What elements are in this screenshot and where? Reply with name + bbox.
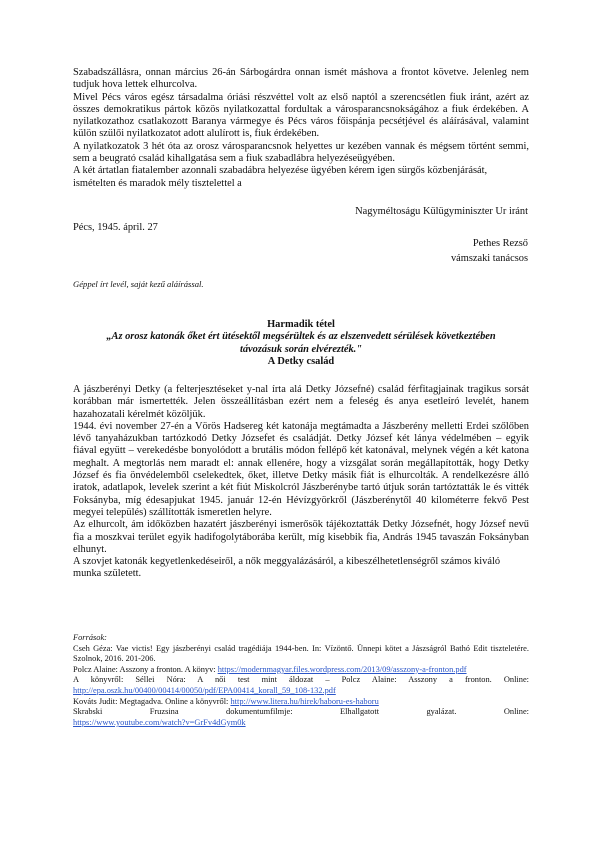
- source-item: Cseh Géza: Vae victis! Egy jászberényi család tragédiája 1944-ben. In: Vízöntő. Ünnepi kötet a Jászságról Bathó Edit tiszteletére. Szolnok, 2016. 201-206.: [73, 643, 529, 664]
- signer-title: vámszaki tanácsos: [450, 253, 528, 264]
- letter-paragraph: Mivel Pécs város egész társadalma óriási részvéttel volt az első naptól a szerencsétlen fiuk iránt, azért az összes demokratikus pártok közös nyilatkozattal fordultak a városparancsnokságához a fiuk érdekében. A nyilatkozathoz csatlakozott Baranya vármegye és Pécs város főispánja pecsétjével és aláírásával, valamint külön szülői nyilatkozatot adott alulírott is, fiuk érdekében.: [73, 91, 529, 140]
- section-subheading: A Detky család: [267, 355, 335, 367]
- source-link[interactable]: https://www.youtube.com/watch?v=GrFv4dGym0k: [73, 717, 246, 727]
- letter-addressee: Nagyméltoságu Külügyminiszter Ur iránt: [355, 206, 528, 217]
- source-word: Elhallgatott: [339, 707, 380, 717]
- signer-name: Pethes Rezső: [472, 238, 528, 249]
- source-text: A könyvről: Séllei Nóra: A női test mint áldozat – Polcz Alaine: Asszony a fronton. Online:: [73, 675, 529, 685]
- letter-body: [73, 67, 529, 190]
- section-body: [73, 384, 529, 581]
- letter-note: Géppel írt levél, saját kezű aláírással.: [73, 279, 204, 289]
- source-item: [73, 665, 529, 676]
- source-word: Online:: [503, 707, 529, 717]
- letter-place-date: Pécs, 1945. ápril. 27: [73, 222, 158, 233]
- source-item: [73, 675, 529, 696]
- source-link[interactable]: http://www.litera.hu/hirek/haboru-es-haboru: [230, 696, 379, 706]
- source-link[interactable]: http://epa.oszk.hu/00400/00414/00050/pdf/EPA00414_korall_59_108-132.pdf: [73, 685, 336, 695]
- section-quote-line: „Az orosz katonák őket ért ütésektől megsérültek és az elszenvedett sérülések következtében: [106, 331, 496, 343]
- letter-paragraph: A két ártatlan fiatalember azonnali szabadábra helyezése ügyében kérem igen sürgős közbenjárását, ismételten és maradok mély tisztelettel a: [73, 165, 488, 189]
- source-text: Polcz Alaine: Asszony a fronton. A könyv:: [73, 664, 218, 674]
- section-quote-line: távozásuk során elvérezték.": [239, 343, 363, 355]
- section-title-block: [73, 319, 529, 368]
- sources-list: [73, 633, 529, 728]
- source-text: Kováts Judit: Megtagadva. Online a könyvről:: [73, 696, 231, 706]
- section-paragraph: A jászberényi Detky (a felterjesztéseket y-nal írta alá Detky Józsefné) család férfitagjainak tragikus sorsát korábban már ismertették. Jelen összeállításban ezért nem a feleség és anya esetleíró levelét, hanem hazahozatali kérelmét közöljük.: [73, 384, 529, 420]
- source-link[interactable]: https://modernmagyar.files.wordpress.com/2013/09/asszony-a-fronton.pdf: [217, 664, 467, 674]
- source-item: [73, 697, 529, 708]
- section-paragraph: 1944. évi november 27-én a Vörös Hadsereg két katonája megtámadta a Jászberény melletti Erdei szőlőben lévő tanyaházukban tartózkodó Detky Józsefet és családját. Detky József két lánya védelmében – egyik fiával együtt – verekedésbe bonyolódott a brutális módon fellépő két katonával, melynek végén a két katona meghalt. A megtorlás nem maradt el: annak ellenére, hogy a vizsgálat során megállapították, hogy Detky József és fia önvédelemből cselekedtek, őket, illetve Detky másik fiát is elhurcolták. A rendelkezésre álló iratok, adatlapok, levelek szerint a két fiút Miskolcról Jászberénybe tartó útjuk során tartóztatták le és vitték Foksányba, míg édesapjukat 1945. január 12-én Hévízgyörkről (Jászberénytől 40 kilométerre fekvő Pest megyei település) szállították ismeretlen helyre.: [73, 420, 529, 518]
- letter-paragraph: Szabadszállásra, onnan március 26-án Sárbogárdra onnan ismét máshova a frontot követve. Jelenleg nem tudjuk hova lettek elhurcolva.: [73, 67, 529, 91]
- source-word: gyalázat.: [426, 707, 457, 717]
- section-paragraph: Az elhurcolt, ám időközben hazatért jászberényi ismerősök tájékoztatták Detky Józsefnét, hogy József nevű fia a moszkvai terület egyik hadifogolytáborába került, míg kisebbik fia, András 1945 tavaszán Foksányban elhunyt.: [73, 519, 529, 555]
- letter-paragraph: A nyilatkozatok 3 hét óta az orosz városparancsnok helyettes ur kezében vannak és mégsem történt semmi, sem a beugrató család kihallgatása sem a fiuk szabadlábra helyezéseügyében.: [73, 140, 529, 165]
- source-item: [73, 718, 529, 729]
- source-item: [73, 707, 529, 718]
- source-word: dokumentumfilmje:: [226, 707, 293, 717]
- sources-header: Források:: [73, 633, 107, 642]
- source-word: Fruzsina: [149, 707, 179, 717]
- section-paragraph: A szovjet katonák kegyetlenkedéseiről, a nők meggyalázásáról, a kibeszélhetetlenségről számos kiváló munka született.: [73, 556, 501, 580]
- source-word: Skrabski: [73, 707, 103, 717]
- section-heading: Harmadik tétel: [267, 319, 335, 330]
